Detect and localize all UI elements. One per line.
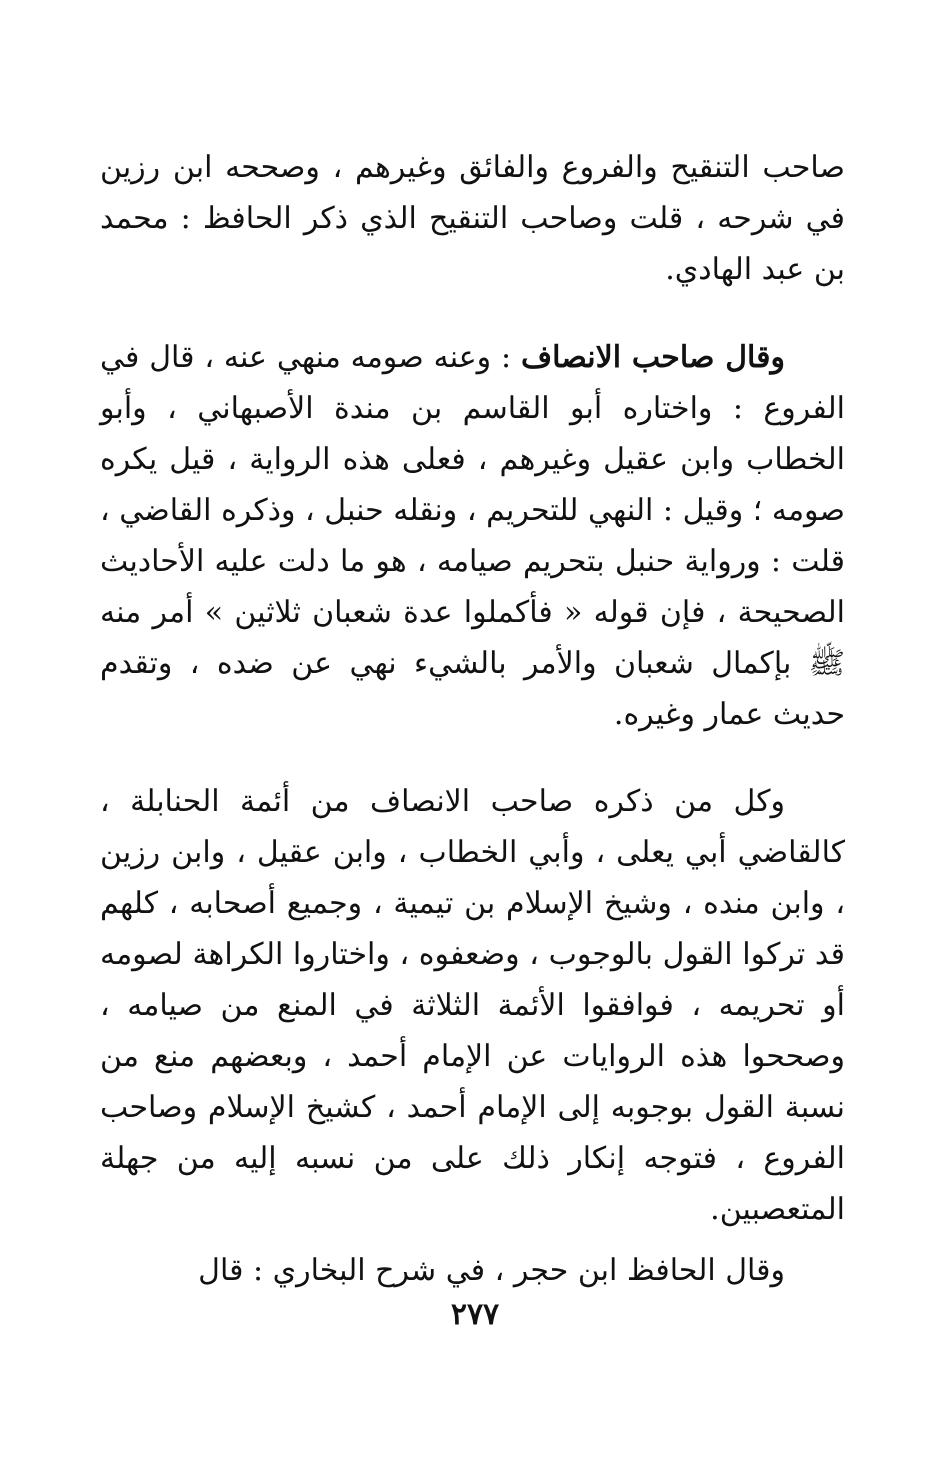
page-number: ٢٧٧	[450, 1297, 500, 1332]
paragraph-4: وقال الحافظ ابن حجر ، في شرح البخاري : قال	[198, 1253, 785, 1288]
paragraph-2-lead: وقال صاحب الانصاف	[521, 340, 785, 375]
paragraph-3: وكل من ذكره صاحب الانصاف من أئمة الحنابلة ، كالقاضي أبي يعلى ، وأبي الخطاب ، وابن عقيل ، وابن رزين ، وابن منده ، وشيخ الإسلام بن تيمية ، وجميع أصحابه ، كلهم قد تركوا القول بالوجوب ، وضعفوه ، واختاروا الكراهة لصومه أو تحريمه ، فوافقوا الأئمة الثلاثة في المنع من صيامه ، وصححوا هذه الروايات عن الإمام أحمد ، وبعضهم منع من نسبة القول بوجوبه إلى الإمام أحمد ، كشيخ الإسلام وصاحب الفروع ، فتوجه إنكار ذلك على من نسبه إليه من جهلة المتعصبين.	[100, 784, 845, 1227]
paragraph-2-text: : وعنه صومه منهي عنه ، قال في الفروع : واختاره أبو القاسم بن مندة الأصبهاني ، وأبو الخطاب وابن عقيل وغيرهم ، فعلى هذه الرواية ، قيل يكره صومه ؛ وقيل : النهي للتحريم ، ونقله حنبل ، وذكره القاضي ، قلت : ورواية حنبل بتحريم صيامه ، هو ما دلت عليه الأحاديث الصحيحة ، فإن قوله « فأكملوا عدة شعبان ثلاثين » أمر منه ﷺ بإكمال شعبان والأمر بالشيء نهي عن ضده ، وتقدم حديث عمار وغيره.	[100, 340, 845, 732]
paragraph-1: صاحب التنقيح والفروع والفائق وغيرهم ، وصححه ابن رزين في شرحه ، قلت وصاحب التنقيح الذي ذكر الحافظ : محمد بن عبد الهادي.	[100, 150, 845, 287]
page-body	[100, 142, 845, 1296]
paragraph-2	[100, 332, 845, 740]
